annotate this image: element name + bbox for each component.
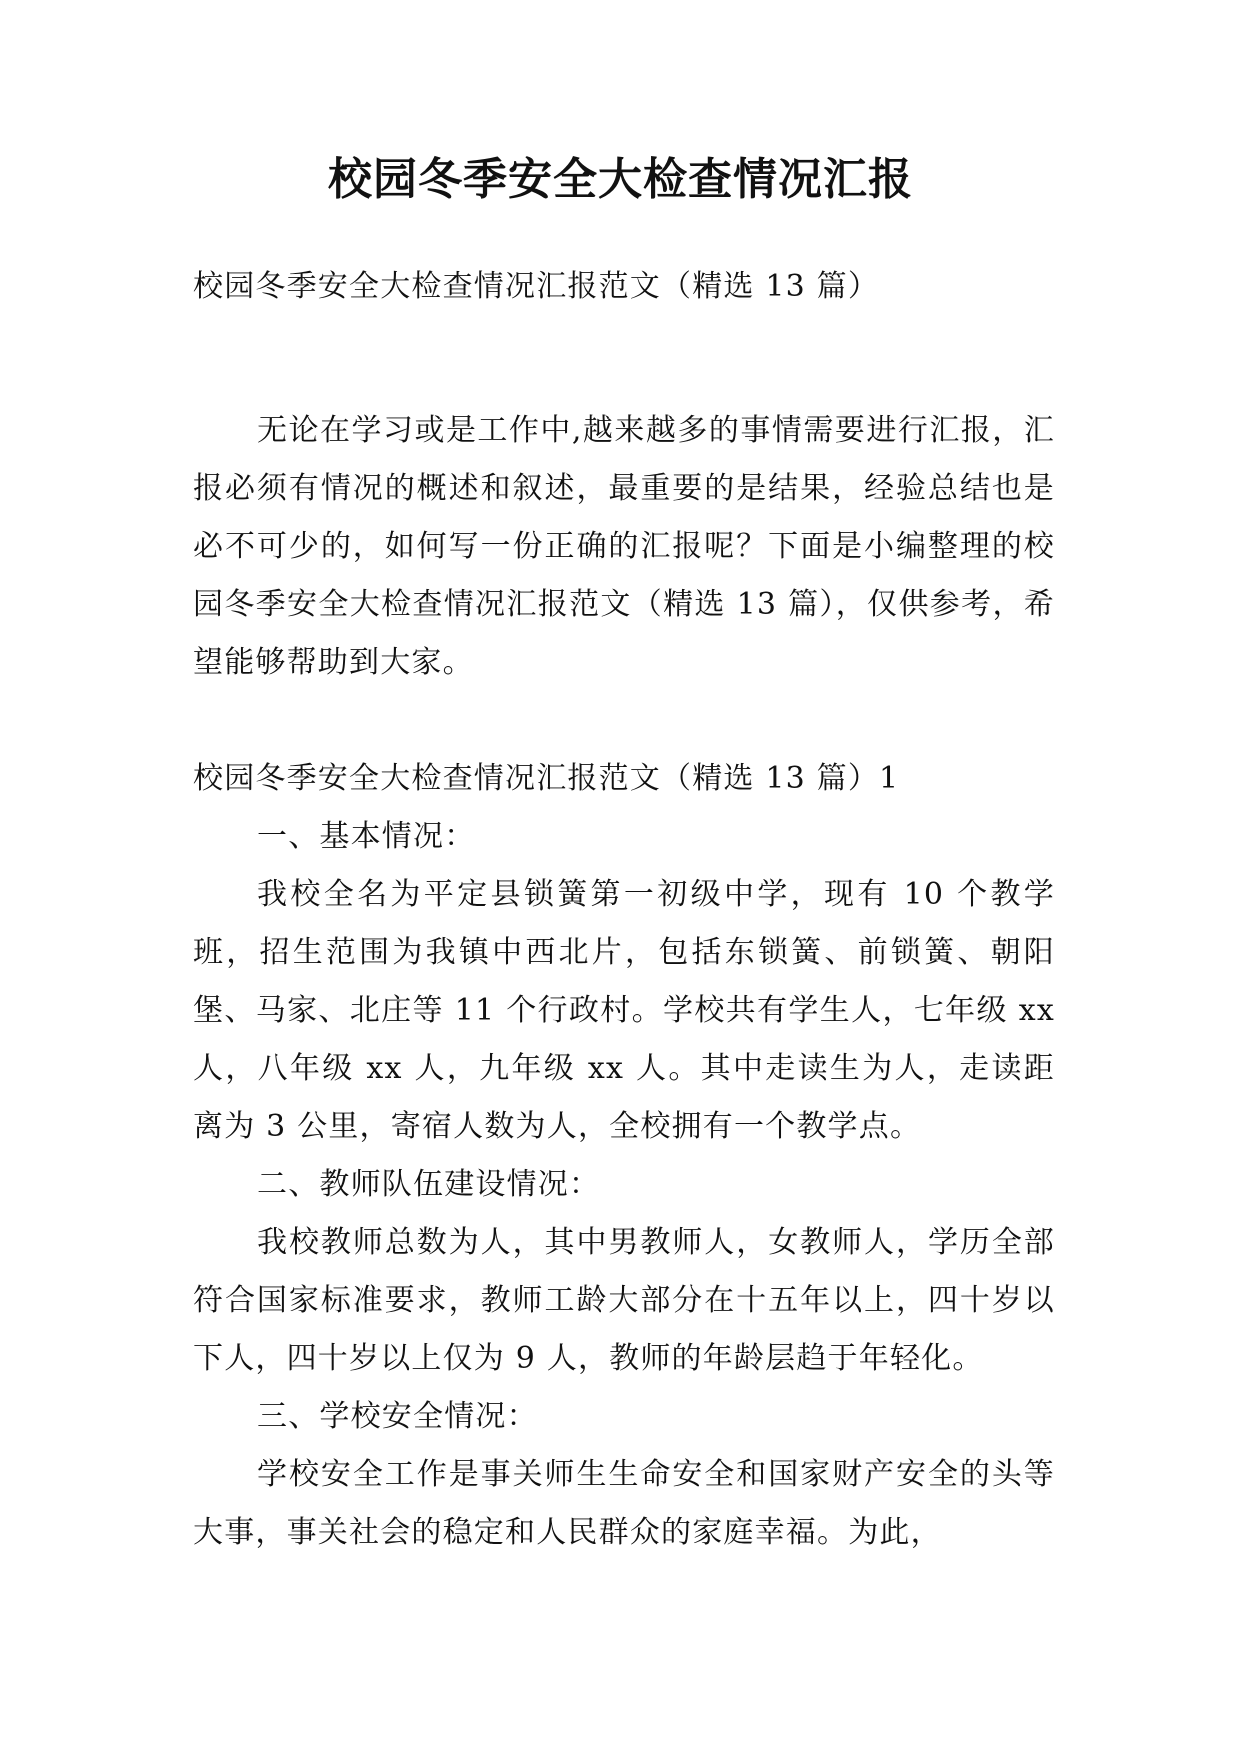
intro-paragraph: 无论在学习或是工作中,越来越多的事情需要进行汇报，汇报必须有情况的概述和叙述，最重要的是结果，经验总结也是必不可少的，如何写一份正确的汇报呢？下面是小编整理的校园冬季安全大检查情况汇报范文（精选 13 篇），仅供参考，希望能够帮助到大家。 xyxy=(193,413,1055,680)
section-content xyxy=(193,750,1055,1562)
heading-teachers: 二、教师队伍建设情况： xyxy=(257,1167,601,1202)
paragraph-safety: 学校安全工作是事关师生生命安全和国家财产安全的头等大事，事关社会的稳定和人民群众的家庭幸福。为此， xyxy=(193,1457,1055,1550)
paragraph-basic-info: 我校全名为平定县锁簧第一初级中学，现有 10 个教学班，招生范围为我镇中西北片，包括东锁簧、前锁簧、朝阳堡、马家、北庄等 11 个行政村。学校共有学生人，七年级 xx 人，八年级 xx 人，九年级 xx 人。其中走读生为人，走读距离为 3 公里，寄宿人数为人，全校拥有一个教学点。 xyxy=(193,877,1055,1144)
paragraph-teachers: 我校教师总数为人，其中男教师人，女教师人，学历全部符合国家标准要求，教师工龄大部分在十五年以上，四十岁以下人，四十岁以上仅为 9 人，教师的年龄层趋于年轻化。 xyxy=(193,1225,1055,1376)
heading-basic-info: 一、基本情况： xyxy=(257,819,476,854)
document-subtitle: 校园冬季安全大检查情况汇报范文（精选 13 篇） xyxy=(193,269,880,304)
document-title: 校园冬季安全大检查情况汇报 xyxy=(328,154,913,205)
section-title: 校园冬季安全大检查情况汇报范文（精选 13 篇）1 xyxy=(193,761,900,796)
heading-safety: 三、学校安全情况： xyxy=(257,1399,538,1434)
